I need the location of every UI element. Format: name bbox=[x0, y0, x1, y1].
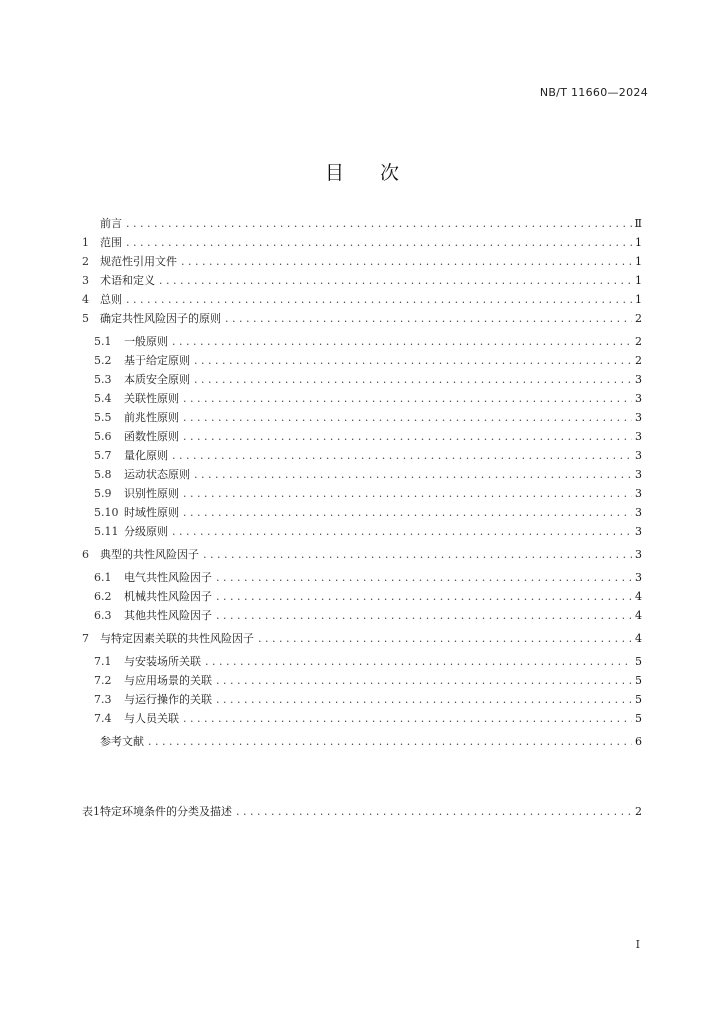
toc-entry-page: 3 bbox=[635, 525, 642, 538]
toc-entry[interactable] bbox=[82, 802, 642, 821]
toc-entry-number: 6 bbox=[82, 548, 89, 561]
toc-entry-label: 函数性原则 bbox=[124, 430, 179, 443]
toc-entry-number: 5.4 bbox=[94, 392, 112, 405]
toc-entry-page: 5 bbox=[635, 693, 642, 706]
toc-entry-number: 4 bbox=[82, 293, 89, 306]
page-number: I bbox=[635, 938, 640, 951]
toc-entry-label: 与人员关联 bbox=[124, 712, 179, 725]
toc-entry-page: Ⅱ bbox=[634, 217, 642, 230]
toc-entry-number: 7.2 bbox=[94, 674, 112, 687]
toc-entry-page: 2 bbox=[635, 312, 642, 325]
toc-entry-number: 1 bbox=[82, 236, 89, 249]
toc-entry-number: 5.8 bbox=[94, 468, 112, 481]
toc-dot-leader bbox=[203, 545, 632, 564]
toc-entry-label: 本质安全原则 bbox=[124, 373, 190, 386]
toc-entry[interactable] bbox=[82, 252, 642, 271]
toc-entry[interactable] bbox=[82, 290, 642, 309]
toc-entry[interactable] bbox=[82, 465, 642, 484]
toc-entry[interactable] bbox=[82, 214, 642, 233]
toc-entry-number: 7.4 bbox=[94, 712, 112, 725]
toc-entry-number: 6.1 bbox=[94, 571, 112, 584]
toc-entry-label: 时域性原则 bbox=[124, 506, 179, 519]
toc-entry-label: 运动状态原则 bbox=[124, 468, 190, 481]
toc-entry[interactable] bbox=[82, 309, 642, 328]
toc-entry[interactable] bbox=[82, 606, 642, 625]
toc-entry[interactable] bbox=[82, 484, 642, 503]
toc-entry-label: 基于给定原则 bbox=[124, 354, 190, 367]
toc-entry[interactable] bbox=[82, 271, 642, 290]
toc-entry-number: 2 bbox=[82, 255, 89, 268]
toc-dot-leader bbox=[183, 408, 632, 427]
toc-dot-leader bbox=[126, 214, 632, 233]
toc-entry[interactable] bbox=[82, 427, 642, 446]
toc-entry-page: 2 bbox=[635, 805, 642, 818]
toc-dot-leader bbox=[181, 252, 632, 271]
toc-entry-page: 3 bbox=[635, 430, 642, 443]
toc-entry-number: 5.11 bbox=[94, 525, 119, 538]
toc-entry-page: 4 bbox=[635, 609, 642, 622]
toc-entry-number: 5.6 bbox=[94, 430, 112, 443]
toc-entry-number: 5.3 bbox=[94, 373, 112, 386]
toc-entry-page: 3 bbox=[635, 548, 642, 561]
toc-entry-number: 5.9 bbox=[94, 487, 112, 500]
toc-entry-number: 7.3 bbox=[94, 693, 112, 706]
toc-entry-number: 6.3 bbox=[94, 609, 112, 622]
table-of-contents bbox=[82, 214, 642, 751]
toc-entry-label: 总则 bbox=[100, 293, 122, 306]
toc-entry-label: 分级原则 bbox=[124, 525, 168, 538]
list-of-tables bbox=[82, 802, 642, 821]
toc-entry-label: 范围 bbox=[100, 236, 122, 249]
toc-entry-number: 7 bbox=[82, 632, 89, 645]
toc-entry[interactable] bbox=[82, 652, 642, 671]
toc-entry-label: 电气共性风险因子 bbox=[124, 571, 212, 584]
toc-entry-page: 1 bbox=[635, 293, 642, 306]
toc-entry[interactable] bbox=[82, 732, 642, 751]
toc-entry-page: 5 bbox=[635, 655, 642, 668]
toc-dot-leader bbox=[216, 568, 632, 587]
toc-entry[interactable] bbox=[82, 568, 642, 587]
toc-entry-number: 5.10 bbox=[94, 506, 119, 519]
toc-dot-leader bbox=[183, 503, 632, 522]
toc-entry[interactable] bbox=[82, 446, 642, 465]
toc-dot-leader bbox=[126, 233, 632, 252]
toc-entry-label: 其他共性风险因子 bbox=[124, 609, 212, 622]
toc-entry-page: 3 bbox=[635, 506, 642, 519]
toc-entry-label: 与安装场所关联 bbox=[124, 655, 201, 668]
toc-dot-leader bbox=[194, 351, 632, 370]
toc-entry-number: 5.7 bbox=[94, 449, 112, 462]
toc-dot-leader bbox=[194, 370, 632, 389]
toc-dot-leader bbox=[183, 709, 632, 728]
toc-entry[interactable] bbox=[82, 671, 642, 690]
toc-entry-page: 2 bbox=[635, 354, 642, 367]
toc-entry-label: 与运行操作的关联 bbox=[124, 693, 212, 706]
toc-dot-leader bbox=[216, 671, 632, 690]
toc-entry-page: 3 bbox=[635, 487, 642, 500]
toc-entry-label: 机械共性风险因子 bbox=[124, 590, 212, 603]
toc-entry-label: 确定共性风险因子的原则 bbox=[100, 312, 221, 325]
toc-entry[interactable] bbox=[82, 629, 642, 648]
toc-entry-page: 3 bbox=[635, 571, 642, 584]
toc-entry[interactable] bbox=[82, 389, 642, 408]
toc-entry-page: 3 bbox=[635, 449, 642, 462]
toc-entry-page: 1 bbox=[635, 255, 642, 268]
toc-entry[interactable] bbox=[82, 545, 642, 564]
toc-entry-label: 特定环境条件的分类及描述 bbox=[100, 805, 232, 818]
toc-entry-label: 前兆性原则 bbox=[124, 411, 179, 424]
toc-entry-page: 3 bbox=[635, 373, 642, 386]
toc-entry[interactable] bbox=[82, 709, 642, 728]
toc-dot-leader bbox=[126, 290, 632, 309]
toc-entry-label: 与特定因素关联的共性风险因子 bbox=[100, 632, 254, 645]
toc-dot-leader bbox=[194, 465, 632, 484]
toc-entry-number: 6.2 bbox=[94, 590, 112, 603]
toc-entry[interactable] bbox=[82, 503, 642, 522]
toc-dot-leader bbox=[183, 427, 632, 446]
toc-entry-page: 4 bbox=[635, 632, 642, 645]
toc-entry[interactable] bbox=[82, 351, 642, 370]
toc-entry-page: 1 bbox=[635, 274, 642, 287]
toc-dot-leader bbox=[183, 484, 632, 503]
toc-entry-label: 识别性原则 bbox=[124, 487, 179, 500]
toc-dot-leader bbox=[216, 690, 632, 709]
toc-entry[interactable] bbox=[82, 587, 642, 606]
toc-dot-leader bbox=[172, 446, 632, 465]
toc-dot-leader bbox=[172, 522, 632, 541]
toc-entry[interactable] bbox=[82, 522, 642, 541]
toc-entry-label: 参考文献 bbox=[100, 735, 144, 748]
toc-dot-leader bbox=[225, 309, 632, 328]
toc-dot-leader bbox=[205, 652, 632, 671]
toc-dot-leader bbox=[183, 389, 632, 408]
toc-entry-number: 5.1 bbox=[94, 335, 112, 348]
toc-entry-label: 前言 bbox=[100, 217, 122, 230]
toc-entry-number: 5.5 bbox=[94, 411, 112, 424]
toc-entry-label: 量化原则 bbox=[124, 449, 168, 462]
toc-entry-page: 3 bbox=[635, 411, 642, 424]
toc-entry-number: 3 bbox=[82, 274, 89, 287]
standard-code: NB/T 11660—2024 bbox=[539, 86, 648, 99]
toc-entry-label: 术语和定义 bbox=[100, 274, 155, 287]
toc-entry-number: 表1 bbox=[82, 805, 100, 818]
toc-entry[interactable] bbox=[82, 332, 642, 351]
toc-entry[interactable] bbox=[82, 370, 642, 389]
toc-entry-number: 5 bbox=[82, 312, 89, 325]
toc-entry-page: 6 bbox=[635, 735, 642, 748]
toc-entry-number: 7.1 bbox=[94, 655, 112, 668]
toc-entry-label: 与应用场景的关联 bbox=[124, 674, 212, 687]
toc-entry-page: 5 bbox=[635, 712, 642, 725]
toc-dot-leader bbox=[236, 802, 632, 821]
toc-entry-label: 一般原则 bbox=[124, 335, 168, 348]
page-title: 目次 bbox=[324, 162, 435, 184]
toc-entry-page: 5 bbox=[635, 674, 642, 687]
toc-dot-leader bbox=[216, 606, 632, 625]
toc-entry-number: 5.2 bbox=[94, 354, 112, 367]
toc-entry-label: 关联性原则 bbox=[124, 392, 179, 405]
toc-dot-leader bbox=[172, 332, 632, 351]
toc-entry-label: 典型的共性风险因子 bbox=[100, 548, 199, 561]
toc-dot-leader bbox=[148, 732, 632, 751]
toc-entry-page: 3 bbox=[635, 392, 642, 405]
toc-entry[interactable] bbox=[82, 690, 642, 709]
toc-entry-page: 1 bbox=[635, 236, 642, 249]
toc-entry-label: 规范性引用文件 bbox=[100, 255, 177, 268]
toc-entry[interactable] bbox=[82, 408, 642, 427]
toc-dot-leader bbox=[258, 629, 632, 648]
toc-entry-page: 2 bbox=[635, 335, 642, 348]
toc-entry[interactable] bbox=[82, 233, 642, 252]
toc-dot-leader bbox=[216, 587, 632, 606]
toc-dot-leader bbox=[159, 271, 632, 290]
toc-entry-page: 3 bbox=[635, 468, 642, 481]
toc-entry-page: 4 bbox=[635, 590, 642, 603]
